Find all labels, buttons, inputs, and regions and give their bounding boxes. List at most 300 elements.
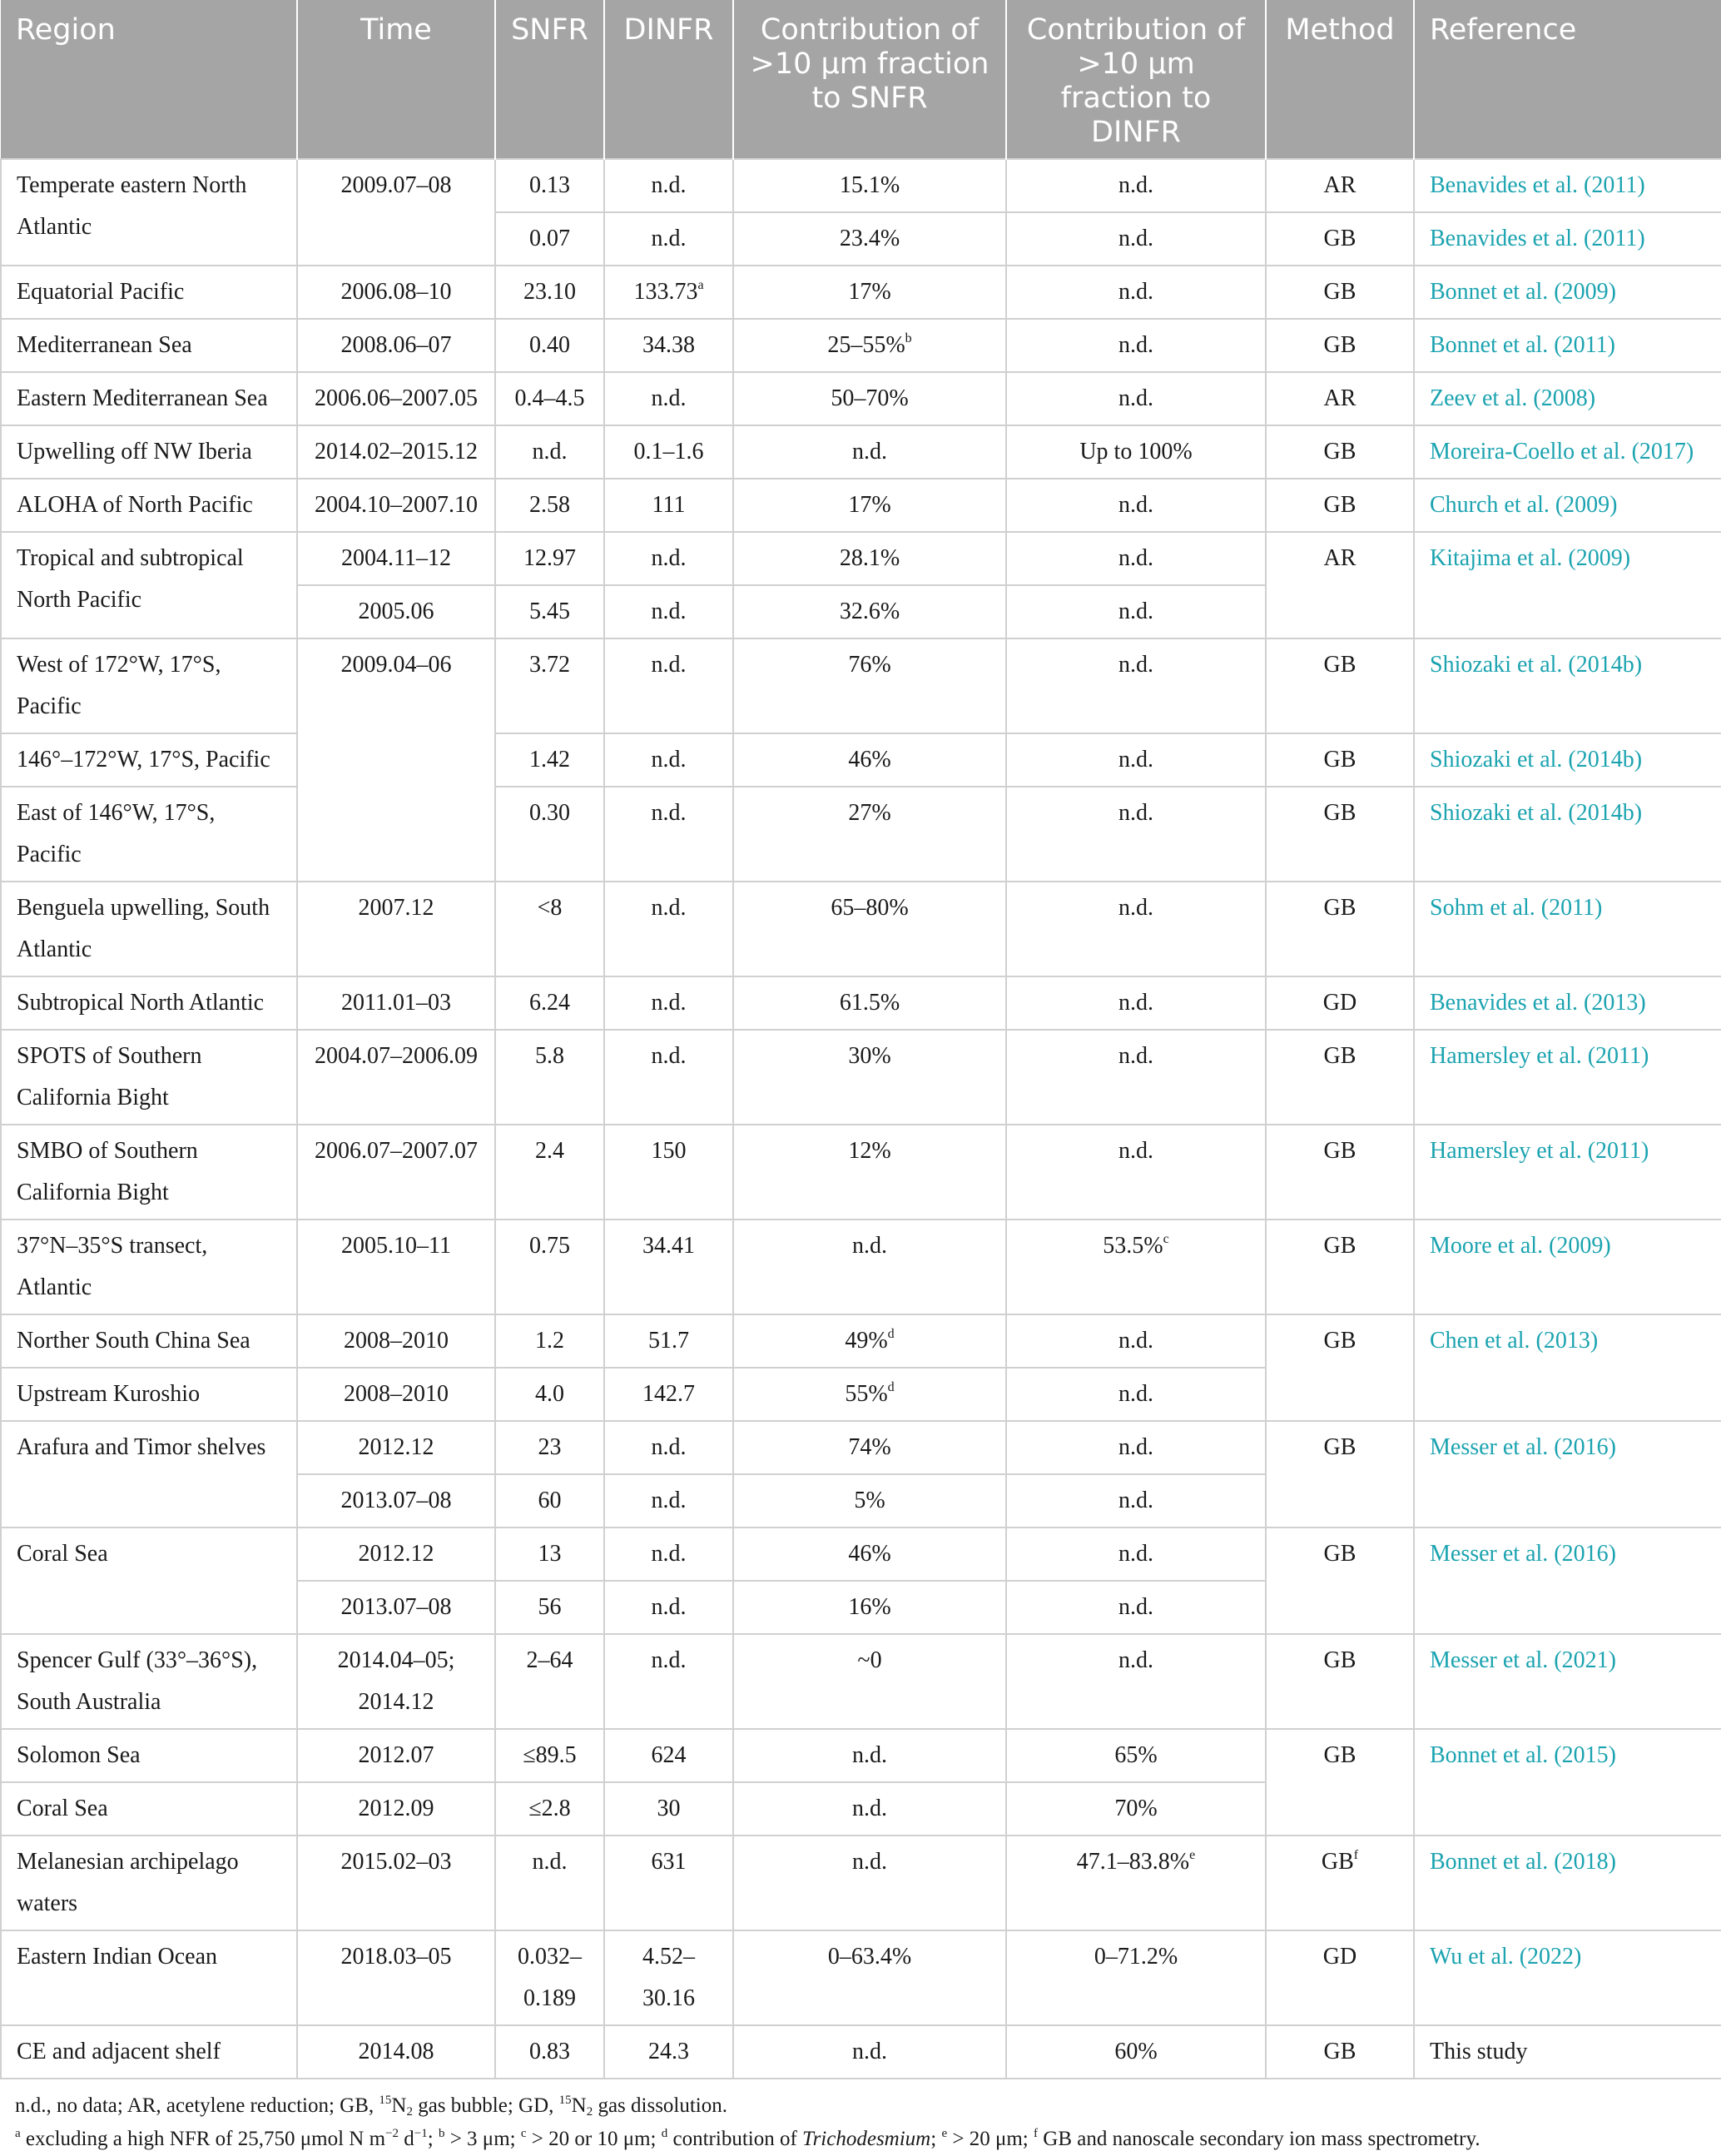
cell-value: Upwelling off NW Iberia [17,439,252,464]
cell-time [297,1930,495,2025]
cell-value: Tropical and subtropical North Pacific [17,545,244,613]
cell-time [297,532,495,585]
table-row [1,1314,1721,1368]
cell-c-dinfr [1006,1474,1266,1528]
cell-value: GB [1323,1328,1356,1354]
cell-time [297,1030,495,1125]
cell-c-dinfr [1006,479,1266,532]
cell-value: 2.4 [535,1138,564,1164]
cell-value: ≤2.8 [528,1796,571,1821]
cell-snfr [495,1474,604,1528]
cell-method [1266,425,1414,479]
cell-value: 0.40 [529,332,570,358]
table-row [1,1836,1721,1930]
cell-value: 17% [848,279,891,305]
cell-value: Equatorial Pacific [17,279,185,305]
cell-value: n.d. [651,172,687,198]
cell-snfr [495,1782,604,1836]
cell-value: n.d. [1118,800,1153,826]
cell-method [1266,1729,1414,1836]
cell-reference[interactable] [1414,212,1721,266]
cell-region [1,532,297,638]
cell-value: 2005.06 [358,599,434,624]
footnote-marker: f [1353,1848,1359,1862]
cell-c-snfr [733,479,1006,532]
reference-link[interactable]: Bonnet et al. (2011) [1430,332,1615,358]
table-row [1,1930,1721,2025]
cell-region [1,733,297,787]
cell-time [297,882,495,976]
cell-method [1266,212,1414,266]
cell-c-snfr [733,1930,1006,2025]
cell-dinfr [604,1528,733,1581]
cell-snfr [495,1220,604,1314]
cell-dinfr [604,1782,733,1836]
cell-snfr [495,1729,604,1782]
cell-value: 23.10 [523,279,576,305]
cell-c-snfr [733,787,1006,882]
cell-value: 60 [538,1488,562,1513]
cell-reference[interactable] [1414,882,1721,976]
cell-value: n.d. [651,747,687,772]
cell-snfr [495,1581,604,1634]
table-row [1,882,1721,976]
cell-region [1,1782,297,1836]
cell-value: 47.1–83.8% [1076,1849,1190,1875]
reference-link[interactable]: Zeev et al. (2008) [1430,385,1596,411]
table-row [1,2025,1721,2079]
footnote-superscripts-text: $^a$ excluding a high NFR of 25,750 μmol N $m^{-2}$ $d^{-1}$; $^b$ > 3 μm; $^c$ > 20 or 10 μm; $^d$ contribution of Trichodesmium; $^e$ > 20 μm; $^f$ GB and nanoscale secondary ion mass spectrometry. [15,2127,1480,2150]
reference-link[interactable]: Moore et al. (2009) [1430,1233,1611,1259]
cell-time [297,1125,495,1220]
cell-dinfr [604,532,733,585]
cell-value: 2013.07–08 [340,1594,452,1620]
cell-c-snfr [733,1314,1006,1368]
reference-link[interactable]: Wu et al. (2022) [1430,1944,1582,1970]
cell-method [1266,479,1414,532]
cell-value: n.d. [651,1488,687,1513]
cell-reference[interactable] [1414,638,1721,733]
cell-c-snfr [733,266,1006,319]
cell-value: 2015.02–03 [340,1849,452,1875]
reference-link[interactable]: Bonnet et al. (2015) [1430,1742,1616,1768]
cell-c-snfr [733,585,1006,638]
cell-value: 56 [538,1594,562,1620]
cell-value: 2012.07 [358,1742,434,1768]
cell-value: 2014.08 [358,2039,434,2064]
cell-reference[interactable] [1414,425,1721,479]
cell-value: 2009.04–06 [340,652,452,678]
cell-value: 30 [657,1796,681,1821]
reference-link[interactable]: Messer et al. (2021) [1430,1647,1616,1673]
reference-link[interactable]: Benavides et al. (2011) [1430,172,1645,198]
cell-value: 50–70% [831,385,909,411]
cell-snfr [495,372,604,425]
cell-value: GB [1323,1647,1356,1673]
cell-value: GB [1323,332,1356,358]
reference-link[interactable]: Shiozaki et al. (2014b) [1430,747,1643,772]
cell-c-dinfr [1006,733,1266,787]
cell-c-snfr [733,733,1006,787]
cell-reference[interactable] [1414,1729,1721,1836]
cell-value: n.d. [651,800,687,826]
cell-value: 2014.04–05; 2014.12 [337,1647,455,1715]
cell-c-dinfr [1006,1368,1266,1421]
cell-method [1266,976,1414,1030]
cell-reference[interactable] [1414,1125,1721,1220]
cell-value: 2006.08–10 [340,279,452,305]
cell-value: n.d. [1118,172,1153,198]
cell-value: AR [1323,172,1356,198]
cell-reference[interactable] [1414,532,1721,638]
cell-time [297,1782,495,1836]
cell-value: 0.13 [529,172,570,198]
cell-snfr [495,585,604,638]
cell-c-snfr [733,1729,1006,1782]
cell-value: 2004.10–2007.10 [315,492,478,518]
reference-link[interactable]: Benavides et al. (2011) [1430,226,1645,251]
cell-reference[interactable] [1414,1836,1721,1930]
cell-value: ~0 [857,1647,882,1673]
cell-value: 4.0 [535,1381,564,1407]
cell-value: GB [1321,1849,1354,1875]
cell-time [297,372,495,425]
reference-link[interactable]: Benavides et al. (2013) [1430,990,1646,1016]
cell-value: GB [1323,747,1356,772]
cell-c-snfr [733,532,1006,585]
cell-value: Spencer Gulf (33°–36°S), South Australia [17,1647,258,1715]
cell-value: <8 [537,895,563,921]
cell-snfr [495,976,604,1030]
cell-value: n.d. [651,226,687,251]
cell-time [297,1836,495,1930]
table-row [1,1220,1721,1314]
cell-snfr [495,212,604,266]
cell-c-dinfr [1006,1634,1266,1729]
cell-value: 46% [848,1541,891,1567]
cell-method [1266,733,1414,787]
cell-value: 2018.03–05 [340,1944,452,1970]
reference-link[interactable]: Kitajima et al. (2009) [1430,545,1631,571]
cell-value: n.d. [1118,1043,1153,1069]
cell-c-dinfr [1006,319,1266,372]
cell-c-snfr [733,976,1006,1030]
cell-value: 3.72 [529,652,570,678]
cell-value: 2006.07–2007.07 [315,1138,478,1164]
cell-time [297,976,495,1030]
cell-value: 5% [854,1488,885,1513]
cell-c-snfr [733,1634,1006,1729]
cell-dinfr [604,372,733,425]
cell-value: ≤89.5 [523,1742,577,1768]
cell-value: 51.7 [648,1328,689,1354]
cell-value: n.d. [1118,895,1153,921]
cell-value: GB [1323,439,1356,464]
cell-dinfr [604,882,733,976]
table-row [1,319,1721,372]
cell-value: n.d. [1118,332,1153,358]
table-row [1,479,1721,532]
cell-c-snfr [733,1421,1006,1474]
cell-c-snfr [733,1125,1006,1220]
cell-method [1266,2025,1414,2079]
cell-method [1266,1930,1414,2025]
cell-value: 2008.06–07 [340,332,452,358]
cell-c-snfr [733,1528,1006,1581]
cell-reference[interactable] [1414,1314,1721,1421]
cell-reference[interactable] [1414,787,1721,882]
cell-reference[interactable] [1414,976,1721,1030]
cell-method [1266,1314,1414,1421]
cell-value: 0.1–1.6 [633,439,704,464]
reference-link[interactable]: Hamersley et al. (2011) [1430,1138,1649,1164]
reference-link[interactable]: Chen et al. (2013) [1430,1328,1599,1354]
cell-value: 2012.09 [358,1796,434,1821]
cell-method [1266,1421,1414,1528]
cell-value: n.d. [651,990,687,1016]
cell-dinfr [604,976,733,1030]
cell-value: 2014.02–2015.12 [315,439,478,464]
cell-value: 0.83 [529,2039,570,2064]
reference-link[interactable]: Bonnet et al. (2018) [1430,1849,1616,1875]
cell-region [1,1314,297,1368]
cell-value: n.d. [852,1742,887,1768]
cell-value: 37°N–35°S transect, Atlantic [17,1233,208,1300]
footnote-marker: e [1189,1848,1196,1862]
cell-value: GB [1323,1233,1356,1259]
reference-link[interactable]: Hamersley et al. (2011) [1430,1043,1649,1069]
cell-time [297,1368,495,1421]
cell-region [1,1729,297,1782]
cell-value: 2011.01–03 [341,990,451,1016]
reference-link[interactable]: Sohm et al. (2011) [1430,895,1603,921]
cell-snfr [495,638,604,733]
reference-link[interactable]: Bonnet et al. (2009) [1430,279,1616,305]
cell-c-snfr [733,319,1006,372]
footnote-superscripts [15,2123,1706,2156]
cell-snfr [495,2025,604,2079]
cell-reference[interactable] [1414,733,1721,787]
cell-value: Subtropical North Atlantic [17,990,265,1016]
cell-region [1,638,297,733]
cell-snfr [495,787,604,882]
cell-value: 0.30 [529,800,570,826]
cell-value: 2006.06–2007.05 [315,385,478,411]
cell-value: Eastern Indian Ocean [17,1944,217,1970]
cell-reference[interactable] [1414,372,1721,425]
cell-value: Melanesian archipelago waters [17,1849,239,1916]
reference-link[interactable]: Shiozaki et al. (2014b) [1430,652,1643,678]
cell-time [297,266,495,319]
cell-c-dinfr [1006,159,1266,212]
cell-region [1,319,297,372]
cell-region [1,159,297,266]
cell-reference[interactable] [1414,1421,1721,1528]
table-row [1,1528,1721,1581]
cell-value: 32.6% [839,599,900,624]
cell-value: n.d. [651,1541,687,1567]
table-row [1,1421,1721,1474]
cell-value: 2013.07–08 [340,1488,452,1513]
cell-value: n.d. [651,385,687,411]
cell-value: AR [1323,545,1356,571]
cell-region [1,1634,297,1729]
cell-region [1,1220,297,1314]
cell-value: West of 172°W, 17°S, Pacific [17,652,221,719]
cell-value: 0.032–0.189 [518,1944,582,2011]
cell-dinfr [604,1125,733,1220]
cell-value: n.d. [1118,747,1153,772]
cell-value: 55% [845,1381,888,1407]
header-method: Method [1266,0,1414,159]
table-row [1,787,1721,882]
cell-dinfr [604,1836,733,1930]
cell-value: 624 [651,1742,687,1768]
cell-region [1,479,297,532]
cell-value: 2004.11–12 [341,545,451,571]
cell-reference[interactable] [1414,159,1721,212]
cell-value: 0.4–4.5 [514,385,585,411]
cell-value: 2009.07–08 [340,172,452,198]
cell-time [297,585,495,638]
footnote-marker: d [887,1327,895,1341]
cell-method [1266,372,1414,425]
cell-dinfr [604,1581,733,1634]
cell-region [1,1930,297,2025]
cell-method [1266,882,1414,976]
cell-reference[interactable] [1414,1930,1721,2025]
cell-reference[interactable] [1414,479,1721,532]
cell-value: 49% [845,1328,888,1354]
cell-dinfr [604,1634,733,1729]
cell-c-snfr [733,372,1006,425]
cell-value: GB [1323,279,1356,305]
cell-reference[interactable] [1414,1220,1721,1314]
cell-value: n.d. [1118,385,1153,411]
cell-value: Up to 100% [1079,439,1193,464]
cell-value: 12.97 [523,545,576,571]
cell-value: GB [1323,895,1356,921]
cell-value: SMBO of Southern California Bight [17,1138,198,1205]
cell-value: 12% [848,1138,891,1164]
cell-value: 142.7 [642,1381,695,1407]
cell-snfr [495,1836,604,1930]
header-contribution-dinfr: Contribution of >10 μm fraction to DINFR [1006,0,1266,159]
cell-dinfr [604,1030,733,1125]
cell-c-snfr [733,1581,1006,1634]
cell-reference[interactable] [1414,266,1721,319]
table-row [1,1729,1721,1782]
cell-value: Solomon Sea [17,1742,141,1768]
footnote-abbreviations-text: n.d., no data; AR, acetylene reduction; GB, $^{15}N_2$ gas bubble; GD, $^{15}N_2$ gas dissolution. [15,2094,728,2119]
cell-c-snfr [733,1474,1006,1528]
cell-value: 2004.07–2006.09 [315,1043,478,1069]
cell-value: 23 [538,1434,562,1460]
reference-link[interactable]: Shiozaki et al. (2014b) [1430,800,1643,826]
cell-value: 65% [1114,1742,1158,1768]
cell-region [1,1030,297,1125]
cell-value: SPOTS of Southern California Bight [17,1043,202,1110]
cell-method [1266,1030,1414,1125]
cell-value: 0–63.4% [827,1944,912,1970]
cell-value: n.d. [1118,226,1153,251]
cell-c-snfr [733,1782,1006,1836]
cell-value: GB [1323,652,1356,678]
cell-c-dinfr [1006,212,1266,266]
cell-region [1,1368,297,1421]
cell-region [1,2025,297,2079]
cell-c-dinfr [1006,1782,1266,1836]
cell-dinfr [604,787,733,882]
cell-value: GB [1323,1138,1356,1164]
cell-c-snfr [733,1368,1006,1421]
cell-time [297,1581,495,1634]
cell-c-dinfr [1006,532,1266,585]
cell-value: AR [1323,385,1356,411]
reference-link[interactable]: Moreira-Coello et al. (2017) [1430,439,1694,464]
cell-value: 2005.10–11 [341,1233,451,1259]
table-row [1,638,1721,733]
reference-link[interactable]: Church et al. (2009) [1430,492,1618,518]
cell-method [1266,319,1414,372]
cell-region [1,787,297,882]
cell-value: n.d. [651,895,687,921]
cell-value: n.d. [852,1233,887,1259]
cell-value: n.d. [651,1647,687,1673]
footnote-abbreviations [15,2089,1706,2123]
cell-dinfr [604,159,733,212]
cell-value: 5.45 [529,599,570,624]
cell-value: 2008–2010 [344,1381,449,1407]
cell-c-snfr [733,638,1006,733]
cell-value: 2012.12 [358,1541,434,1567]
cell-reference[interactable] [1414,1634,1721,1729]
reference-link[interactable]: Messer et al. (2016) [1430,1541,1616,1567]
cell-c-dinfr [1006,787,1266,882]
cell-method [1266,638,1414,733]
footnote-marker: d [887,1380,895,1394]
cell-c-snfr [733,159,1006,212]
cell-reference[interactable] [1414,1528,1721,1634]
cell-dinfr [604,733,733,787]
cell-value: n.d. [651,545,687,571]
cell-c-dinfr [1006,1581,1266,1634]
table-row [1,266,1721,319]
cell-value: GB [1323,2039,1356,2064]
cell-value: 24.3 [648,2039,689,2064]
cell-value: 46% [848,747,891,772]
cell-c-snfr [733,882,1006,976]
reference-link[interactable]: Messer et al. (2016) [1430,1434,1616,1460]
cell-reference[interactable] [1414,1030,1721,1125]
cell-value: 150 [651,1138,687,1164]
cell-value: Temperate eastern North Atlantic [17,172,247,240]
cell-value: 76% [848,652,891,678]
cell-dinfr [604,1729,733,1782]
cell-region [1,425,297,479]
cell-reference[interactable] [1414,319,1721,372]
cell-value: 133.73 [633,279,698,305]
cell-c-dinfr [1006,976,1266,1030]
cell-c-snfr [733,1030,1006,1125]
cell-value: 74% [848,1434,891,1460]
header-row [1,0,1721,159]
cell-value: n.d. [651,1043,687,1069]
cell-snfr [495,425,604,479]
cell-time [297,1421,495,1474]
table-row [1,1634,1721,1729]
cell-method [1266,1528,1414,1634]
